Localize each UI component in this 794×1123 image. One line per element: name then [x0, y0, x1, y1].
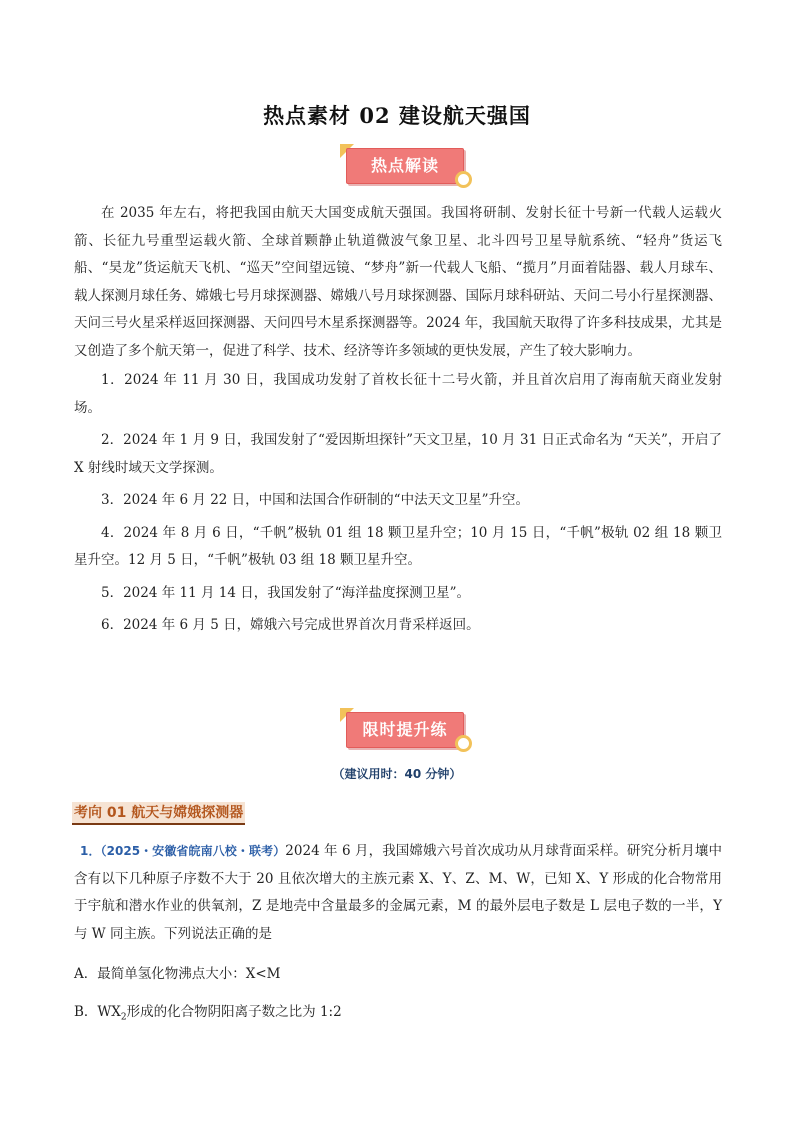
page-title: 热点素材 02 建设航天强国	[263, 103, 531, 128]
option-b-subscript: 2	[120, 1012, 127, 1023]
list-item: 3．2024 年 6 月 22 日，中国和法国合作研制的“中法天文卫星”升空。	[101, 492, 529, 508]
hot-topic-badge	[340, 144, 468, 184]
list-item: 5．2024 年 11 月 14 日，我国发射了“海洋盐度探测卫星”。	[101, 584, 471, 601]
badge-label: 热点解读	[346, 148, 464, 184]
badge-ring-icon	[455, 171, 472, 188]
question-source: （2025・安徽省皖南八校・联考）	[100, 844, 286, 858]
option-a: A．最简单氢化物沸点大小：X<M	[74, 966, 281, 982]
section-heading: 考向 01 航天与嫦娥探测器	[72, 802, 245, 825]
list-item: 4．2024 年 8 月 6 日，“千帆”极轨 01 组 18 颗卫星升空；10 月 15 日，“千帆”极轨 02 组 18 颗卫星升空。12 月 5 日，“千帆”极轨 03 组 18 颗卫星升空。	[74, 524, 722, 568]
badge-label: 限时提升练	[346, 712, 464, 748]
time-note: （建议用时：40 分钟）	[332, 767, 462, 781]
question-number: 1．	[80, 844, 101, 858]
question-1	[74, 838, 722, 948]
question-text: 2024 年 6 月，我国嫦娥六号首次成功从月球背面采样。研究分析月壤中含有以下几种原子序数不大于 20 且依次增大的主族元素 X、Y、Z、M、W，已知 X、Y 形成的化合物常用于宇航和潜水作业的供氧剂，Z 是地壳中含量最多的金属元素，M 的最外层电子数是 L 层电子数的一半，Y 与 W 同主族。下列说法正确的是	[74, 843, 722, 942]
option-b-prefix: B．WX	[74, 1004, 121, 1020]
list-item: 1．2024 年 11 月 30 日，我国成功发射了首枚长征十二号火箭，并且首次启用了海南航天商业发射场。	[74, 372, 722, 416]
option-b-text: 形成的化合物阴阳离子数之比为 1:2	[126, 1004, 342, 1020]
badge-ring-icon	[455, 735, 472, 752]
practice-badge	[340, 708, 468, 748]
intro-paragraph: 在 2035 年左右，将把我国由航天大国变成航天强国。我国将研制、发射长征十号新一代载人运载火箭、长征九号重型运载火箭、全球首颗静止轨道微波气象卫星、北斗四号卫星导航系统、“轻舟”货运飞船、“昊龙”货运航天飞机、“巡天”空间望远镜、“梦舟”新一代载人飞船、“揽月”月面着陆器、载人月球车、载人探测月球任务、嫦娥七号月球探测器、嫦娥八号月球探测器、国际月球科研站、天问二号小行星探测器、天问三号火星采样返回探测器、天问四号木星系探测器等。2024 年，我国航天取得了许多科技成果，尤其是又创造了多个航天第一，促进了科学、技术、经济等许多领域的更快发展，产生了较大影响力。	[74, 205, 722, 359]
option-b	[74, 1000, 342, 1023]
list-item: 6．2024 年 6 月 5 日，嫦娥六号完成世界首次月背采样返回。	[101, 617, 480, 633]
list-item: 2．2024 年 1 月 9 日，我国发射了“爱因斯坦探针”天文卫星，10 月 31 日正式命名为 “天关”，开启了 X 射线时域天文学探测。	[74, 432, 722, 476]
intro-section	[74, 200, 722, 640]
